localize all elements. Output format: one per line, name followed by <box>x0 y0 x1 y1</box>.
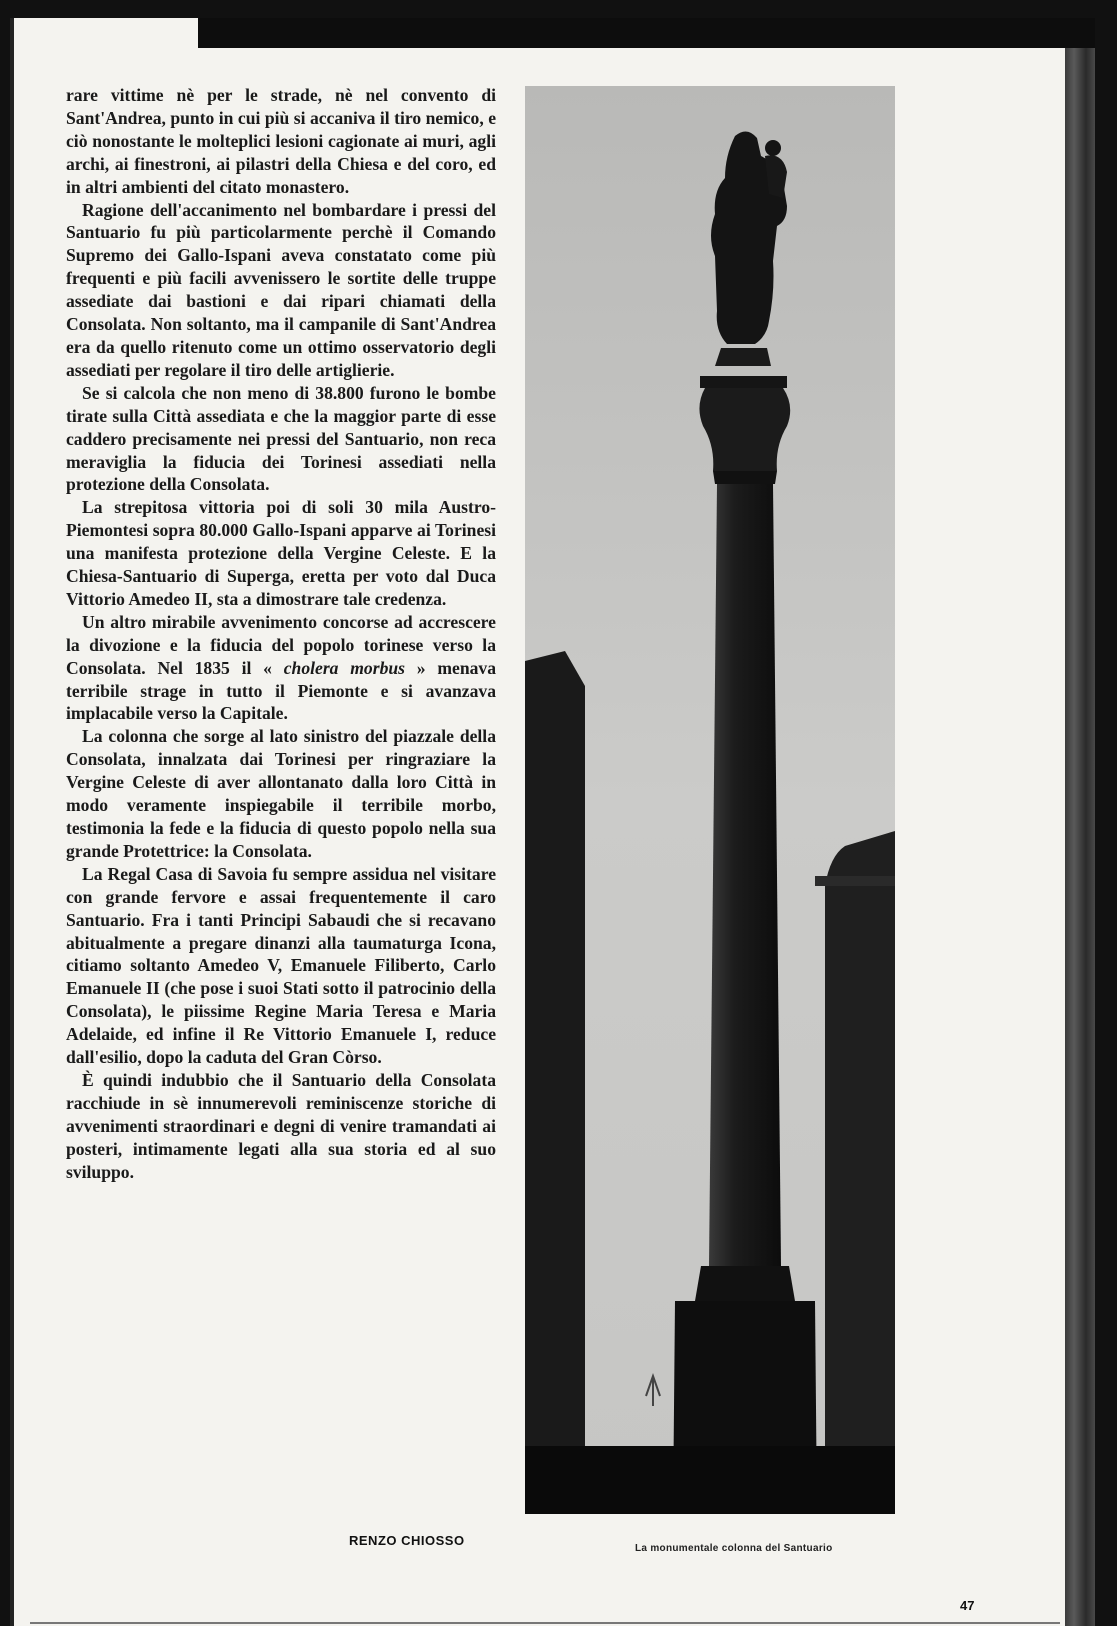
article-paragraph: È quindi indubbio che il Santuario della Consolata racchiude in sè innumerevoli reminiscenze storiche di avvenimenti straordinari e degni di venire tramandati ai posteri, intimamente legati alla sua storia ed al suo sviluppo. <box>66 1069 496 1182</box>
article-author: RENZO CHIOSSO <box>349 1533 465 1548</box>
ground-shadow <box>525 1446 895 1514</box>
column-photograph <box>525 86 895 1514</box>
bottom-rule <box>30 1622 1060 1624</box>
page-number: 47 <box>960 1598 975 1613</box>
article-paragraph: rare vittime nè per le strade, nè nel convento di Sant'Andrea, punto in cui più si accaniva il tiro nemico, e ciò nonostante le molteplici lesioni cagionate ai muri, agli archi, ai finestroni, ai pilastri della Chiesa e del coro, ed in altri ambienti del citato monastero. <box>66 85 496 197</box>
article-paragraph: La Regal Casa di Savoia fu sempre assidua nel visitare con grande fervore e assai frequentemente il caro Santuario. Fra i tanti Principi Sabaudi che si recavano abitualmente a pregare dinanzi alla taumaturga Icona, citiamo soltanto Amedeo V, Emanuele Filiberto, Carlo Emanuele II (che pose i suoi Stati sotto il patrocinio della Consolata), le piissime Regine Maria Teresa e Maria Adelaide, ed infine il Re Vittorio Emanuele I, reduce dall'esilio, dopo la caduta del Gran Còrso. <box>66 863 496 1068</box>
book-binding-edge <box>1065 48 1095 1626</box>
italic-term: cholera morbus <box>283 657 406 678</box>
left-building-silhouette <box>525 651 585 1514</box>
statue-pedestal <box>715 348 771 366</box>
column-shaft <box>709 484 781 1266</box>
article-paragraph: La colonna che sorge al lato sinistro del piazzale della Consolata, innalzata dai Torinesi per ringraziare la Vergine Celeste di aver allontanato dalla loro Città in modo veramente inspiegabile il terribile morbo, testimonia la fede e la fiducia di questo popolo nella sua grande Protettrice: la Consolata. <box>66 726 496 861</box>
article-paragraph-cholera <box>66 611 496 726</box>
paragraph-text-segment: Un altro mirabile avvenimento concorse ad accrescere la divozione e la fiducia del popolo torinese verso la Consolata. Nel 1835 il « <box>66 611 496 678</box>
left-page-edge <box>10 18 14 1626</box>
article-text-column <box>66 84 496 1184</box>
magazine-page <box>10 18 1095 1626</box>
column-photo-illustration <box>525 86 895 1514</box>
article-paragraph: La strepitosa vittoria poi di soli 30 mila Austro-Piemontesi sopra 80.000 Gallo-Ispani apparve ai Torinesi una manifesta protezione della Vergine Celeste. E la Chiesa-Santuario di Superga, eretta per voto dal Duca Vittorio Amedeo II, sta a dimostrare tale credenza. <box>66 497 496 609</box>
article-paragraph: Se si calcola che non meno di 38.800 furono le bombe tirate sulla Città assediata e che la maggior parte di esse caddero precisamente nei pressi del Santuario, non reca meraviglia la fiducia dei Torinesi assediati nella protezione della Consolata. <box>66 382 496 495</box>
right-building-silhouette <box>815 831 895 1514</box>
photo-caption: La monumentale colonna del Santuario <box>635 1543 833 1554</box>
article-paragraph: Ragione dell'accanimento nel bombardare i pressi del Santuario fu più particolarmente perchè il Comando Supremo dei Gallo-Ispani aveva constatato come più frequenti e più facili avvenissero le sortite delle truppe assediate dai bastioni e dai ripari chiamati della Consolata. Non soltanto, ma il campanile di Sant'Andrea era da quello ritenuto come un ottimo osservatorio degli assediati per regolare il tiro delle artiglierie. <box>66 199 496 380</box>
paragraph-text-segment: » menava terribile strage in tutto il Piemonte e si avanzava implacabile verso la Capitale. <box>66 657 497 724</box>
top-dark-band <box>198 18 1095 48</box>
